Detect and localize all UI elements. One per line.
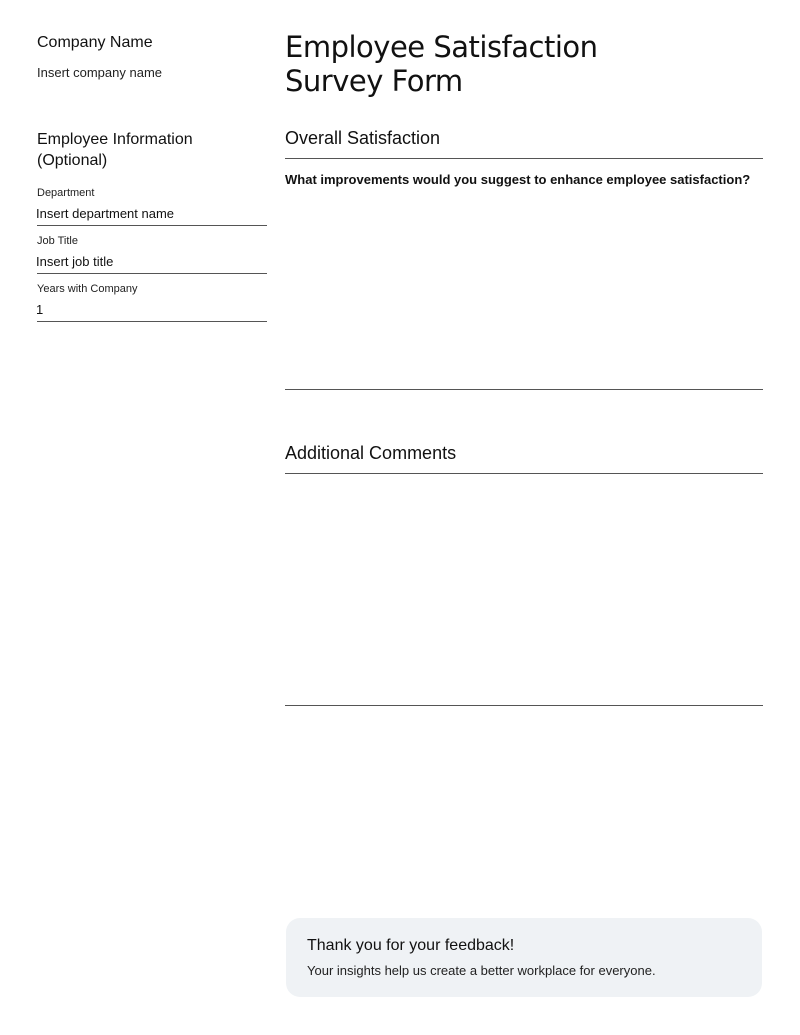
page-title-line1: Employee Satisfaction xyxy=(285,30,598,64)
page-title xyxy=(285,30,763,98)
improvements-question: What improvements would you suggest to enhance employee satisfaction? xyxy=(285,172,751,187)
main-content xyxy=(285,30,763,463)
section-divider xyxy=(285,473,763,474)
company-name-field[interactable]: Insert company name xyxy=(37,65,163,80)
additional-comments-input[interactable] xyxy=(285,478,767,707)
department-field[interactable] xyxy=(37,187,267,226)
answer-bottom-divider xyxy=(285,389,763,390)
years-with-company-input[interactable]: 1 xyxy=(36,302,44,317)
page-title-line2: Survey Form xyxy=(285,64,463,98)
section-divider xyxy=(285,158,763,159)
employee-info-heading-line1: Employee Information xyxy=(37,131,193,148)
company-name-label: Company Name xyxy=(37,34,153,51)
thank-you-panel xyxy=(286,918,762,997)
employee-info-heading xyxy=(37,129,193,171)
employee-info-heading-line2: (Optional) xyxy=(37,152,108,169)
improvements-answer-input[interactable] xyxy=(285,195,767,389)
thank-you-title: Thank you for your feedback! xyxy=(307,937,515,954)
thank-you-subtitle: Your insights help us create a better workplace for everyone. xyxy=(307,963,656,978)
job-title-field[interactable] xyxy=(37,235,267,274)
sidebar xyxy=(36,34,267,317)
comments-bottom-divider xyxy=(285,705,763,706)
job-title-label: Job Title xyxy=(37,235,78,247)
section-overall-satisfaction-title: Overall Satisfaction xyxy=(285,128,441,148)
years-with-company-label: Years with Company xyxy=(37,283,138,295)
job-title-input[interactable]: Insert job title xyxy=(36,254,114,269)
department-input[interactable]: Insert department name xyxy=(36,206,175,221)
years-with-company-field[interactable] xyxy=(37,283,267,322)
department-label: Department xyxy=(37,187,95,199)
section-additional-comments-title: Additional Comments xyxy=(285,443,457,463)
